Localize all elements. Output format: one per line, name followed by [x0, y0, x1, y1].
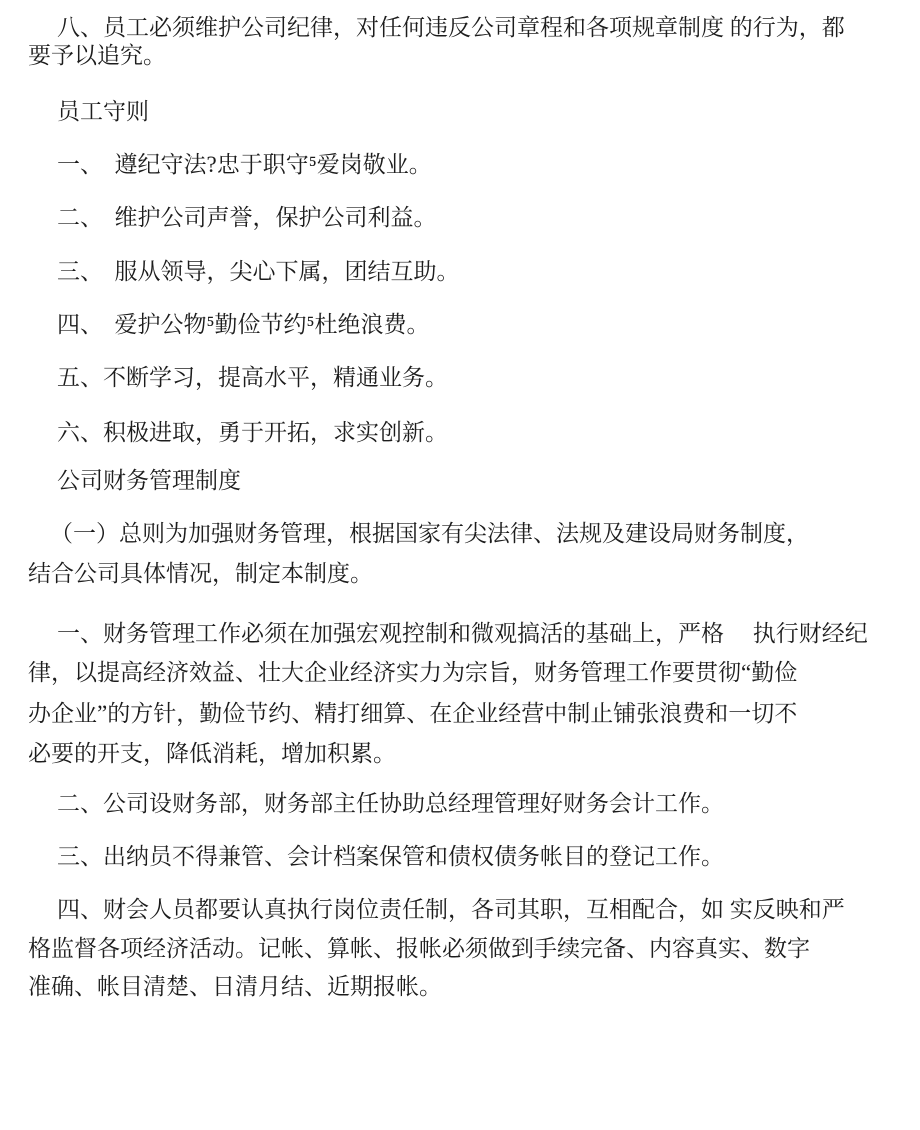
rule-item-1: 一、 遵纪守法?忠于职守⁵爱岗敬业。: [57, 152, 432, 177]
heading-finance-system: 公司财务管理制度: [57, 468, 241, 493]
rule-item-3: 三、 服从领导，尖心下属，团结互助。: [57, 259, 460, 284]
heading-employee-code: 员工守则: [57, 99, 149, 124]
finance-item-4-line1: 四、财会人员都要认真执行岗位责任制，各司其职，互相配合，如 实反映和严: [57, 897, 845, 922]
finance-item-4-line3: 准确、帐目清楚、日清月结、近期报帐。: [28, 974, 442, 999]
finance-intro-line1: （一）总则为加强财务管理，根据国家有尖法律、法规及建设局财务制度，: [50, 521, 809, 546]
finance-item-1-line1: 一、财务管理工作必须在加强宏观控制和微观搞活的基础上，严格 执行财经纪: [57, 621, 868, 646]
finance-item-1-line3: 办企业”的方针，勤俭节约、精打细算、在企业经营中制止铺张浪费和一切不: [28, 701, 798, 726]
rule-item-6: 六、积极进取，勇于开拓，求实创新。: [57, 420, 448, 445]
rule-item-4: 四、 爱护公物⁵勤俭节约⁵杜绝浪费。: [57, 312, 430, 337]
finance-item-1-line4: 必要的开支，降低消耗，增加积累。: [28, 741, 396, 766]
para-discipline-line2: 要予以追究。: [28, 43, 166, 68]
finance-item-4-line2: 格监督各项经济活动。记帐、算帐、报帐必须做到手续完备、内容真实、数字: [28, 936, 810, 961]
finance-item-2: 二、公司设财务部，财务部主任协助总经理管理好财务会计工作。: [57, 791, 724, 816]
finance-item-3: 三、出纳员不得兼管、会计档案保管和债权债务帐目的登记工作。: [57, 844, 724, 869]
finance-item-1-line2: 律，以提高经济效益、壮大企业经济实力为宗旨，财务管理工作要贯彻“勤俭: [28, 660, 798, 685]
rule-item-5: 五、不断学习，提高水平，精通业务。: [57, 365, 448, 390]
para-discipline-line1: 八、员工必须维护公司纪律，对任何违反公司章程和各项规章制度 的行为，都: [57, 15, 845, 40]
rule-item-2: 二、 维护公司声誉，保护公司利益。: [57, 205, 437, 230]
finance-intro-line2: 结合公司具体情况，制定本制度。: [28, 561, 373, 586]
